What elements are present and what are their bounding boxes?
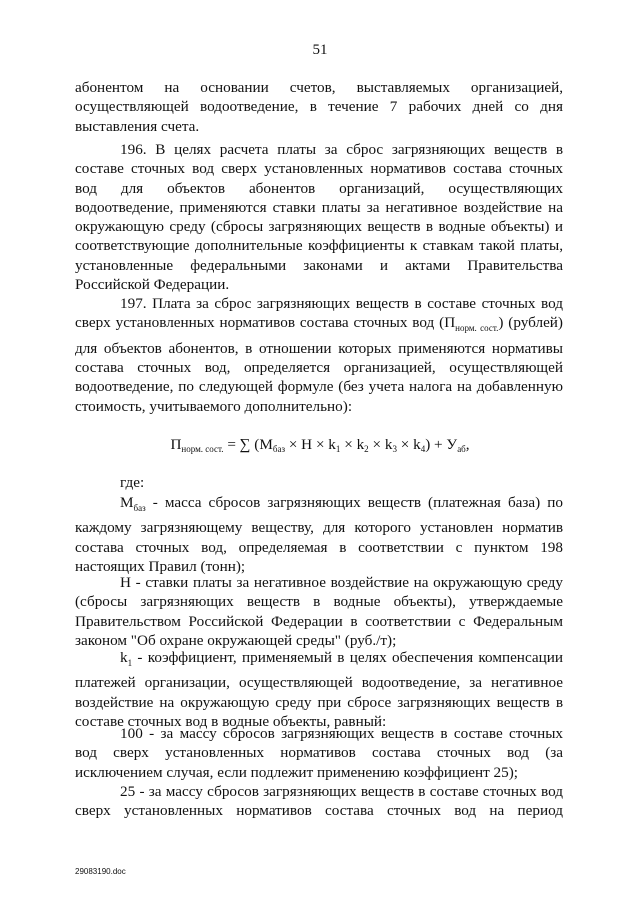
paragraph-text: 100 - за массу сбросов загрязняющих веществ в составе сточных вод сверх установленных нормативов состава сточных вод (за исключением случая, если подлежит применению коэффициент 25); — [75, 725, 563, 781]
definition-m — [75, 493, 563, 576]
formula-subscript: 1 — [335, 444, 341, 454]
formula-subscript: 2 — [364, 444, 369, 454]
formula — [0, 436, 640, 454]
formula-symbol: × k — [340, 436, 365, 453]
paragraph-196 — [75, 140, 563, 294]
paragraph-text — [75, 648, 563, 731]
paragraph-text: 196. В целях расчета платы за сброс загрязняющих веществ в составе сточных вод сверх установленных нормативов состава сточных вод для объектов абонентов организаций, осуществляющих водоотведение, применяются ставки платы за негативное воздействие на окружающую среду (сбросы загрязняющих веществ в водные объекты) и соответствующие дополнительные коэффициенты к ставкам такой платы, установленные федеральными законами и актами Правительства Российской Федерации. — [75, 141, 563, 294]
formula-subscript: норм. сост. — [181, 444, 224, 454]
formula-symbol: × Н × k — [285, 436, 336, 453]
formula-subscript: баз — [272, 444, 286, 454]
paragraph-text: 25 - за массу сбросов загрязняющих веществ в составе сточных вод сверх установленных нормативов состава сточных вод на период — [75, 783, 563, 820]
definition-k1 — [75, 648, 563, 731]
footer-filename: 29083190.doc — [75, 867, 126, 876]
formula-subscript: 3 — [392, 444, 397, 454]
variable-subscript: 1 — [127, 658, 133, 669]
variable-symbol: k — [120, 649, 128, 666]
formula-symbol: , — [465, 436, 470, 453]
where-label: где: — [120, 474, 145, 491]
formula-symbol: × k — [368, 436, 393, 453]
value-100 — [75, 724, 563, 782]
paragraph-text — [75, 493, 563, 576]
page-number: 51 — [312, 42, 328, 58]
where-label-block — [75, 473, 563, 492]
formula-subscript: 4 — [420, 444, 426, 454]
paragraph-text — [75, 294, 563, 416]
variable-symbol: М — [120, 494, 134, 511]
variable-subscript: баз — [133, 503, 146, 514]
paragraph-text: абонентом на основании счетов, выставляемых организацией, осуществляющей водоотведение, в течение 7 рабочих дней со дня выставления счета. — [75, 79, 563, 135]
formula-subscript: аб — [457, 444, 466, 454]
paragraph-197-part-b: ) (рублей) для объектов абонентов, в отношении которых применяются нормативы состава сточных вод, определяется организацией, осуществляющей водоотведение, по следующей формуле (без учета налога на добавленную стоимость, учитываемого дополнительно): — [75, 314, 563, 415]
paragraph-197-part-a: 197. Плата за сброс загрязняющих веществ в составе сточных вод сверх установленных нормативов состава сточных вод (П — [75, 295, 563, 332]
paragraph-text: Н - ставки платы за негативное воздействие на окружающую среду (сбросы загрязняющих веществ в водные объекты), утверждаемые Правительством Российской Федерации в соответствии с Федеральным законом "Об охране окружающей среды" (руб./т); — [75, 574, 563, 649]
formula-symbol: = ∑ (М — [223, 436, 273, 453]
subscript: норм. сост. — [455, 323, 499, 334]
formula-symbol: П — [170, 436, 182, 453]
definition-text: - масса сбросов загрязняющих веществ (платежная база) по каждому загрязняющему веществу, для которого установлен норматив состава сточных вод, определяемая в соответствии с пунктом 198 настоящих Правил (тонн); — [75, 494, 563, 575]
paragraph-197 — [75, 294, 563, 416]
paragraph-continuation — [75, 78, 563, 136]
formula-symbol: ) + У — [425, 436, 458, 453]
definition-h — [75, 573, 563, 650]
formula-symbol: × k — [396, 436, 421, 453]
definition-text: - коэффициент, применяемый в целях обеспечения компенсации платежей организации, осуществляющей водоотведение, за негативное воздействие на окружающую среду при сбросе загрязняющих веществ в составе сточных вод в водные объекты, равный: — [75, 649, 563, 730]
value-25 — [75, 782, 563, 821]
